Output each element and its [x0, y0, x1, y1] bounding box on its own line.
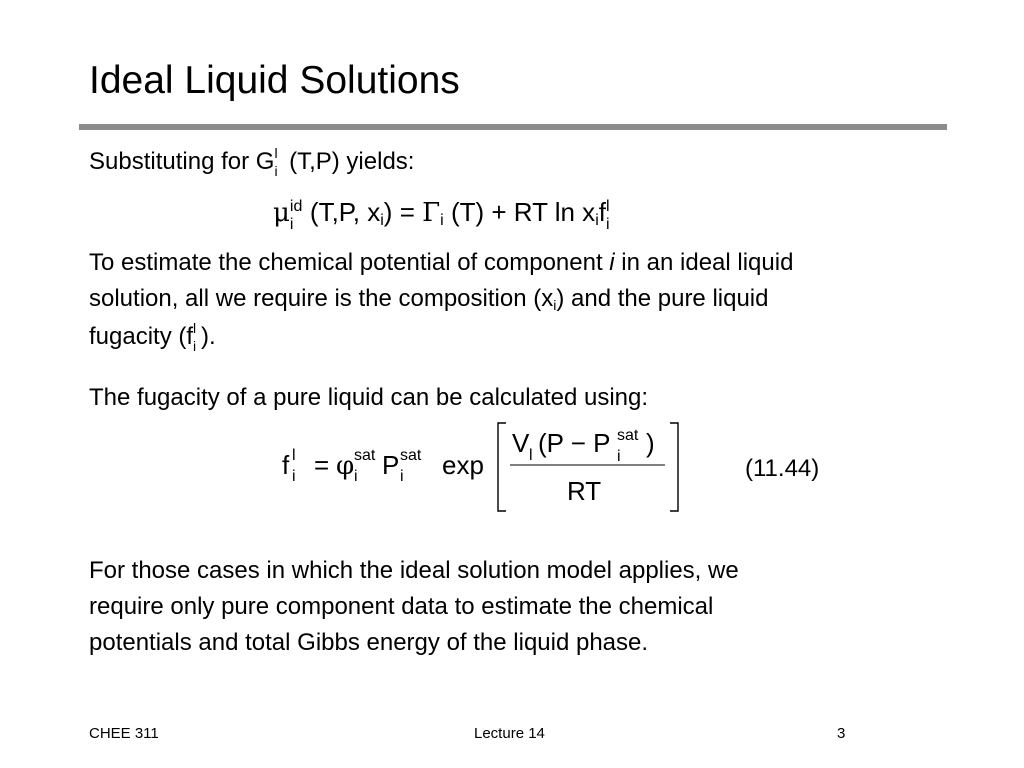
- mu-scripts: [289, 198, 310, 233]
- para1-line2-sub: i: [553, 297, 557, 313]
- para1-line3-sub: i: [193, 338, 197, 354]
- fugacity-scripts: [193, 320, 201, 354]
- num-p-sub: i: [617, 448, 621, 465]
- paragraph-fugacity: The fugacity of a pure liquid can be calculated using:: [89, 384, 649, 411]
- eq2-p-sub: i: [400, 468, 404, 485]
- gamma-symbol: Γ: [422, 198, 441, 228]
- fugacity-equation: [270, 420, 700, 516]
- footer-course: CHEE 311: [89, 725, 159, 742]
- chemical-potential-equation: [273, 192, 614, 237]
- args-close: ): [383, 197, 393, 227]
- num-open: (P − P: [538, 428, 611, 458]
- num-v-sub: l: [529, 447, 533, 464]
- title-divider: [79, 124, 947, 130]
- eq2-phi-sup: sat: [354, 447, 376, 464]
- eq2-phi: φ: [336, 451, 355, 481]
- right-bracket: [670, 423, 678, 511]
- paragraph-estimate: [89, 245, 793, 355]
- component-i: i: [609, 249, 615, 276]
- mu-sub: i: [289, 216, 294, 233]
- equation-number: (11.44): [745, 455, 820, 482]
- footer-lecture: Lecture 14: [474, 725, 545, 742]
- equals-sign: =: [392, 197, 423, 227]
- gamma-sub: i: [440, 212, 444, 229]
- eq2-p-sup: sat: [400, 447, 422, 464]
- eq2-f: f: [282, 450, 290, 480]
- mu-sup: id: [289, 198, 303, 215]
- para1-line1: [89, 245, 793, 281]
- paragraph-conclusion: [89, 553, 739, 661]
- para1-line2-a: solution, all we require is the composition (x: [89, 285, 554, 312]
- eq2-exp: exp: [442, 450, 484, 480]
- x-sub: i: [595, 212, 599, 229]
- para1-line1-b: in an ideal liquid: [614, 249, 794, 276]
- num-v: V: [512, 428, 530, 458]
- eq2-f-sup: l: [292, 447, 296, 464]
- f-symbol: f: [598, 197, 606, 227]
- left-bracket: [498, 423, 506, 511]
- mu-args: (T,P, x: [309, 197, 381, 227]
- footer-page-number: 3: [837, 725, 846, 742]
- eq2-f-sub: i: [292, 468, 296, 485]
- eq2-equals: =: [314, 450, 330, 480]
- gi-scripts: [274, 145, 282, 179]
- intro-after: (T,P) yields:: [282, 148, 415, 175]
- para1-line3: [89, 319, 793, 355]
- para3-line3: potentials and total Gibbs energy of the liquid phase.: [89, 629, 649, 656]
- para3-line1: For those cases in which the ideal solution model applies, we: [89, 557, 739, 584]
- gi-sub: i: [274, 163, 278, 179]
- num-p-sup: sat: [617, 427, 639, 444]
- f-sup: l: [605, 198, 610, 215]
- para1-line2-b: ) and the pure liquid: [556, 285, 769, 312]
- intro-before: Substituting for G: [89, 148, 275, 175]
- num-close: ): [646, 428, 655, 458]
- para1-line1-a: To estimate the chemical potential of component: [89, 249, 610, 276]
- mu-symbol: μ: [273, 198, 290, 228]
- para1-line3-a: fugacity (f: [89, 323, 194, 350]
- eq2-p: P: [382, 450, 400, 480]
- intro-text: [89, 144, 414, 180]
- gi-sup: l: [274, 145, 278, 161]
- eq2-phi-sub: i: [354, 468, 358, 485]
- f-sub: i: [605, 216, 610, 233]
- f-scripts: [605, 198, 614, 233]
- para3-line2: require only pure component data to estimate the chemical: [89, 593, 714, 620]
- denominator: RT: [567, 476, 602, 506]
- para1-line3-b: ).: [201, 323, 216, 350]
- para1-line3-sup: l: [193, 320, 197, 336]
- slide-title: Ideal Liquid Solutions: [89, 59, 460, 102]
- gamma-args: (T) + RT ln x: [443, 197, 596, 227]
- args-x-sub: i: [380, 212, 384, 229]
